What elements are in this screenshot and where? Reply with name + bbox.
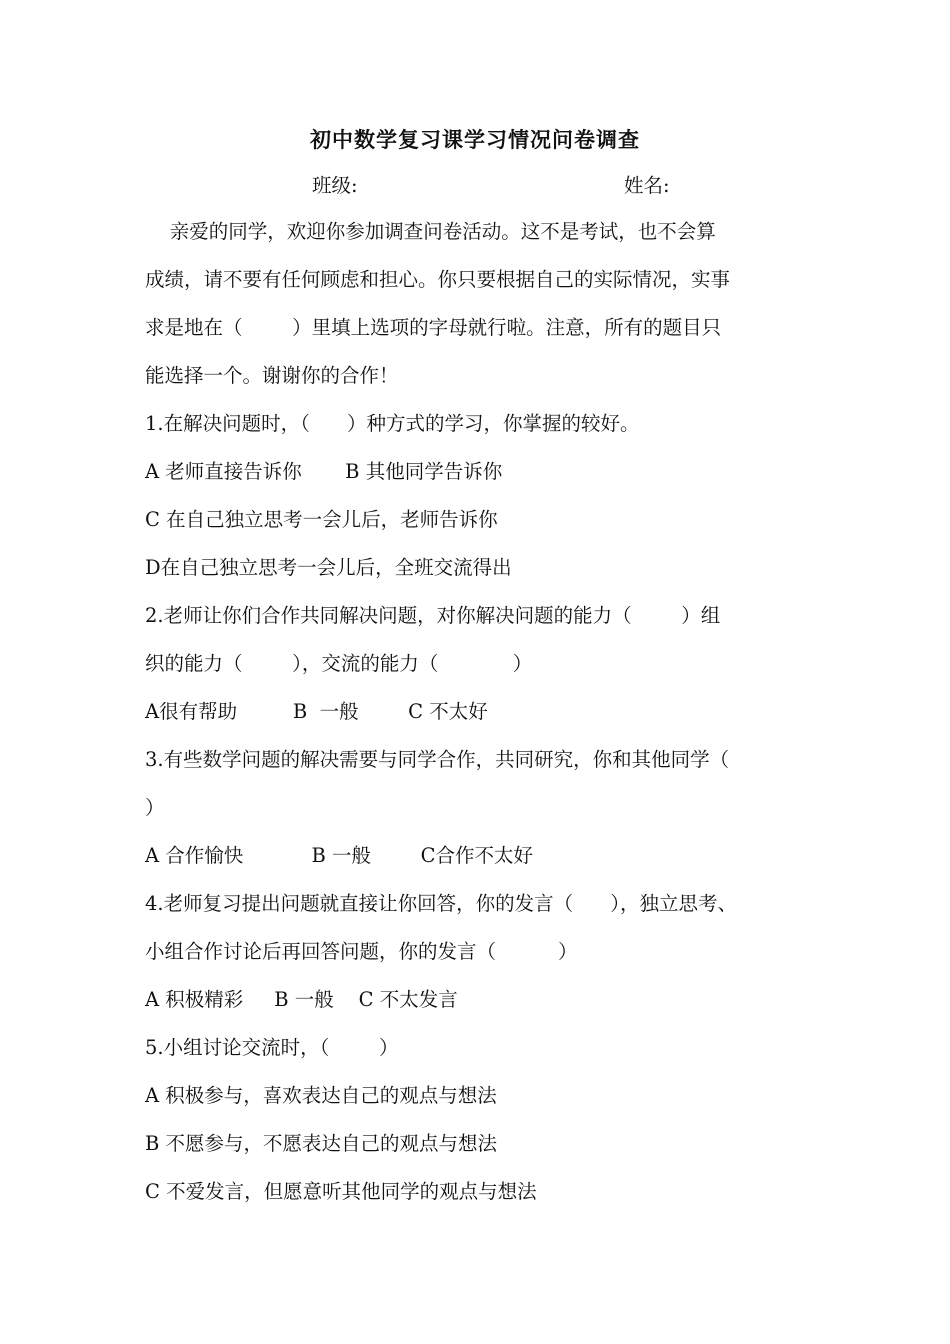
question-4: 4.老师复习提出问题就直接让你回答，你的发言（ ），独立思考、 xyxy=(145,892,738,915)
question-2: 2.老师让你们合作共同解决问题，对你解决问题的能力（ ）组 xyxy=(145,604,721,627)
class-label: 班级: xyxy=(312,174,358,197)
page-title: 初中数学复习课学习情况问卷调查 xyxy=(310,127,640,152)
question-1-options-ab: A 老师直接告诉你 B 其他同学告诉你 xyxy=(145,460,503,483)
intro-line: 能选择一个。谢谢你的合作！ xyxy=(145,364,399,387)
name-label: 姓名: xyxy=(624,174,670,197)
question-1: 1.在解决问题时，（ ）种方式的学习，你掌握的较好。 xyxy=(145,412,640,435)
intro-line: 亲爱的同学，欢迎你参加调查问卷活动。这不是考试，也不会算 xyxy=(145,220,716,243)
question-4-continued: 小组合作讨论后再回答问题，你的发言（ ） xyxy=(145,940,578,963)
question-4-options: A 积极精彩 B 一般 C 不太发言 xyxy=(145,988,458,1011)
question-2-continued: 织的能力（ ），交流的能力（ ） xyxy=(145,652,533,675)
question-3: 3.有些数学问题的解决需要与同学合作，共同研究，你和其他同学（ xyxy=(145,748,730,771)
question-5-option-c: C 不爱发言，但愿意听其他同学的观点与想法 xyxy=(145,1180,537,1203)
intro-line: 求是地在（ ）里填上选项的字母就行啦。注意，所有的题目只 xyxy=(145,316,722,339)
question-3-continued: ） xyxy=(145,796,165,819)
question-5-option-b: B 不愿参与，不愿表达自己的观点与想法 xyxy=(145,1132,498,1155)
question-5-option-a: A 积极参与，喜欢表达自己的观点与想法 xyxy=(145,1084,497,1107)
question-1-option-c: C 在自己独立思考一会儿后，老师告诉你 xyxy=(145,508,498,531)
question-2-options: A很有帮助 B 一般 C 不太好 xyxy=(145,700,488,723)
question-1-option-d: D在自己独立思考一会儿后，全班交流得出 xyxy=(145,556,512,579)
question-3-options: A 合作愉快 B 一般 C合作不太好 xyxy=(145,844,534,867)
question-5: 5.小组讨论交流时，（ ） xyxy=(145,1036,399,1059)
intro-line: 成绩，请不要有任何顾虑和担心。你只要根据自己的实际情况，实事 xyxy=(145,268,731,291)
